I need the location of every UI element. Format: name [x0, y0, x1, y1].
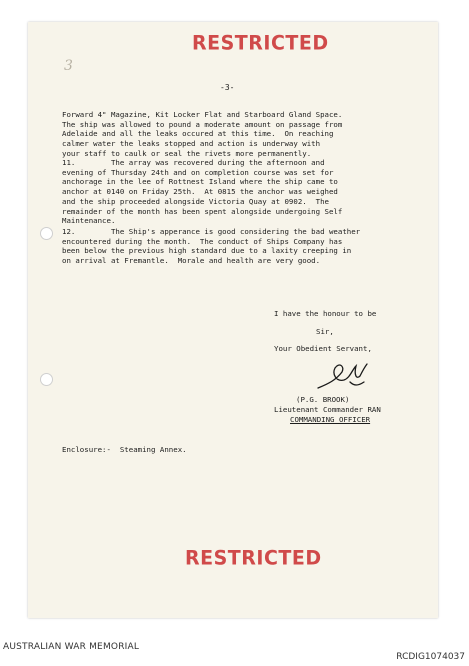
- punch-hole-top: [40, 227, 53, 240]
- signer-name: (P.G. BROOK): [296, 395, 350, 404]
- closing-salutation: Sir,: [316, 327, 334, 336]
- closing-honour: I have the honour to be: [274, 309, 377, 318]
- paragraph-12: 12. The Ship's apperance is good considering the bad weather encountered during the month. The conduct of Ships Company has been below the previous high standard due to a laxity creeping in on arrival at Fremantle. Morale and health are very good.: [62, 227, 361, 266]
- page-number: -3-: [220, 83, 235, 92]
- closing-servant: Your Obedient Servant,: [274, 344, 372, 353]
- restricted-stamp-top: RESTRICTED: [192, 31, 329, 55]
- paragraph-10-continuation: Forward 4" Magazine, Kit Locker Flat and Starboard Gland Space. The ship was allowed to pound a moderate amount on passage from Adelaide and all the leaks occured at this time. On reaching calmer water the leaks stopped and action is underway with your staff to caulk or seal the rivets more permanently.: [62, 110, 343, 158]
- restricted-stamp-bottom: RESTRICTED: [185, 546, 322, 570]
- footer-record-id: RCDIG1074037: [396, 652, 465, 662]
- enclosure-line: Enclosure:- Steaming Annex.: [62, 445, 187, 454]
- footer-archive-name: AUSTRALIAN WAR MEMORIAL: [3, 642, 140, 652]
- signer-title: COMMANDING OFFICER: [290, 415, 371, 424]
- signer-rank: Lieutenant Commander RAN: [274, 405, 381, 414]
- punch-hole-bottom: [40, 373, 53, 386]
- pencil-mark: 3: [64, 58, 73, 74]
- paragraph-11: 11. The array was recovered during the afternoon and evening of Thursday 24th and on completion course was set for anchorage in the lee of Rottnest Island where the ship came to anchor at 0140 on Friday 25th. At 0815 the anchor was weighed and the ship proceeded alongside Victoria Quay at 0902. The remainder of the month has been spent alongside undergoing Self Maintenance.: [62, 158, 343, 226]
- handwritten-signature: [314, 352, 372, 396]
